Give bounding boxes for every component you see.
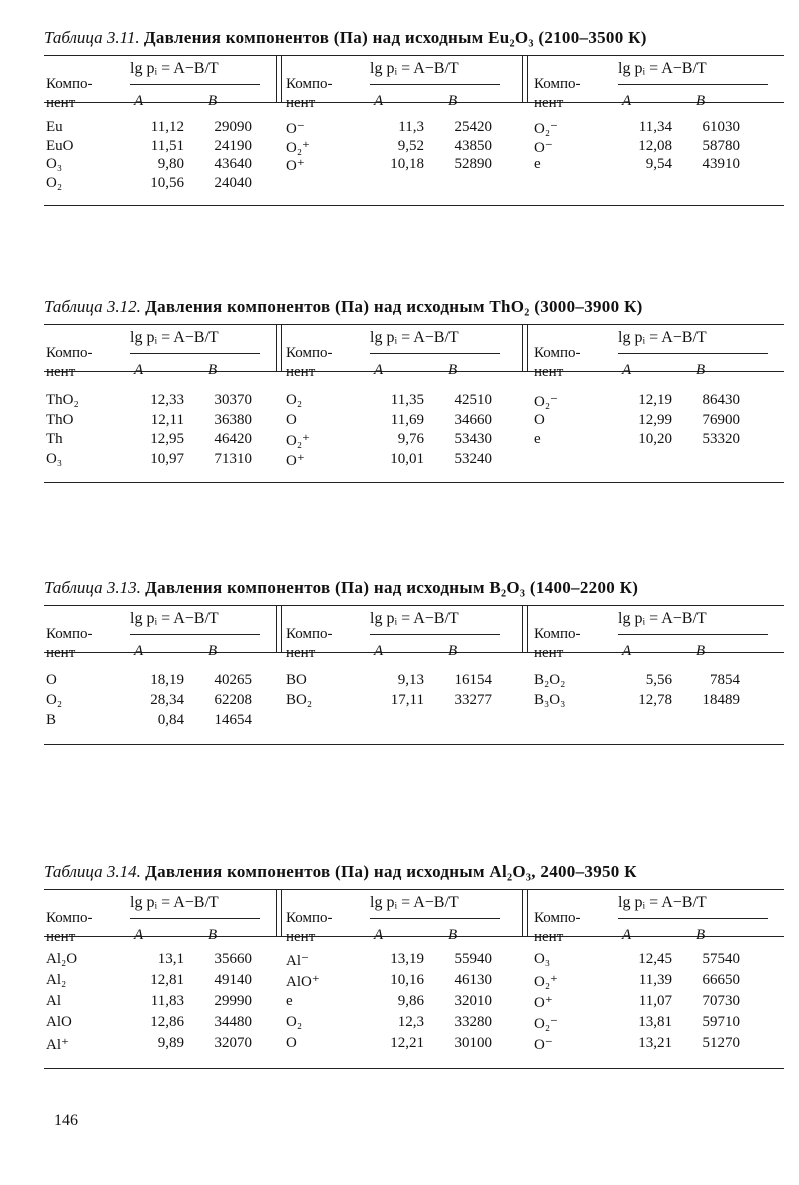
- value-b: 14654: [214, 712, 252, 728]
- component-header: [46, 75, 93, 113]
- column-separator: [522, 605, 528, 652]
- column-separator: [522, 889, 528, 936]
- component-header-line1: Компо-: [46, 626, 93, 642]
- value-a: 11,3: [398, 119, 424, 135]
- table-label: Таблица 3.11.: [44, 28, 140, 47]
- value-a: 11,51: [150, 137, 184, 154]
- column-separator: [522, 324, 528, 371]
- value-a: 9,86: [397, 993, 424, 1009]
- value-b: 24040: [214, 174, 252, 191]
- component-header-line1: Компо-: [286, 626, 333, 642]
- table-caption: [44, 297, 643, 317]
- component-name: O₃: [46, 156, 63, 172]
- header-col-a: A: [622, 362, 632, 378]
- table-title: Давления компонентов (Па) над исходным B₂O₃ (1400–2200 К): [145, 578, 639, 597]
- formula-underline: [130, 84, 260, 85]
- component-name: e: [286, 993, 293, 1009]
- value-a: 11,12: [150, 119, 184, 135]
- value-a: 12,21: [390, 1035, 424, 1051]
- formula-underline: [618, 918, 768, 919]
- header-bottom-rule: [44, 371, 784, 372]
- value-b: 30370: [214, 392, 252, 408]
- value-b: 36380: [214, 411, 252, 428]
- formula-underline: [370, 634, 500, 635]
- table-bottom-rule: [44, 205, 784, 206]
- formula-underline: [618, 353, 768, 354]
- page-number: 146: [54, 1112, 78, 1129]
- value-a: 12,78: [638, 692, 672, 708]
- component-header: [534, 909, 581, 947]
- component-name: O: [534, 411, 545, 428]
- component-name: O⁻: [534, 1037, 553, 1053]
- component-name: O₂⁺: [286, 139, 310, 156]
- table-label: Таблица 3.14.: [44, 862, 141, 881]
- component-name: Eu: [46, 119, 63, 135]
- component-header: [286, 75, 333, 113]
- data-table-3: [44, 578, 784, 808]
- value-a: 13,81: [638, 1014, 672, 1030]
- value-b: 29090: [214, 119, 252, 135]
- value-b: 62208: [214, 692, 252, 708]
- component-header-line1: Компо-: [286, 910, 333, 926]
- value-a: 12,33: [150, 392, 184, 408]
- value-b: 76900: [702, 411, 740, 428]
- header-col-b: B: [696, 643, 706, 659]
- value-a: 11,34: [638, 119, 672, 135]
- component-name: Al₂O: [46, 951, 78, 967]
- value-a: 13,1: [157, 951, 184, 967]
- value-a: 12,45: [638, 951, 672, 967]
- value-a: 9,54: [645, 156, 672, 172]
- formula-underline: [370, 84, 500, 85]
- component-name: O: [286, 411, 297, 428]
- component-header: [286, 344, 333, 382]
- value-b: 58780: [702, 137, 740, 154]
- value-b: 55940: [454, 951, 492, 967]
- header-col-b: B: [448, 93, 458, 109]
- component-name: B₃O₃: [534, 692, 566, 708]
- component-name: AlO: [46, 1014, 72, 1030]
- header-bottom-rule: [44, 936, 784, 937]
- formula-header: lg pᵢ = A−B/T: [618, 610, 707, 627]
- column-separator: [276, 324, 282, 371]
- value-a: 11,69: [390, 411, 424, 428]
- component-header: [286, 625, 333, 663]
- value-a: 10,16: [390, 972, 424, 988]
- component-header-line2: нент: [46, 364, 76, 380]
- component-name: AlO⁺: [286, 974, 320, 990]
- header-col-b: B: [208, 643, 218, 659]
- component-header-line2: нент: [286, 364, 316, 380]
- formula-underline: [370, 918, 500, 919]
- component-name: O₂⁺: [534, 974, 558, 990]
- formula-underline: [618, 84, 768, 85]
- value-a: 10,01: [390, 450, 424, 467]
- component-name: EuO: [46, 137, 74, 154]
- value-b: 40265: [214, 672, 252, 688]
- value-a: 12,95: [150, 431, 184, 447]
- table-title: Давления компонентов (Па) над исходным Eu₂O₃ (2100–3500 К): [143, 28, 647, 47]
- formula-header: lg pᵢ = A−B/T: [130, 329, 219, 346]
- component-header: [46, 344, 93, 382]
- column-separator: [522, 55, 528, 102]
- formula-header: lg pᵢ = A−B/T: [130, 610, 219, 627]
- formula-header: lg pᵢ = A−B/T: [370, 610, 459, 627]
- value-b: 53430: [454, 431, 492, 447]
- value-b: 34480: [214, 1014, 252, 1030]
- component-name: O⁻: [534, 139, 553, 156]
- component-name: O₂⁺: [286, 433, 310, 449]
- header-top-rule: [44, 889, 784, 890]
- value-b: 42510: [454, 392, 492, 408]
- component-header-line1: Компо-: [534, 910, 581, 926]
- value-a: 10,18: [390, 156, 424, 172]
- table-bottom-rule: [44, 744, 784, 745]
- data-table-1: [44, 28, 784, 258]
- value-b: 24190: [214, 137, 252, 154]
- component-name: O⁺: [534, 995, 553, 1011]
- table-caption: [44, 578, 638, 598]
- header-col-a: A: [374, 93, 384, 109]
- formula-underline: [130, 353, 260, 354]
- value-a: 11,07: [638, 993, 672, 1009]
- value-a: 12,86: [150, 1014, 184, 1030]
- component-name: e: [534, 431, 541, 447]
- value-b: 53320: [702, 431, 740, 447]
- component-name: O: [286, 1035, 297, 1051]
- formula-header: lg pᵢ = A−B/T: [370, 329, 459, 346]
- header-col-a: A: [134, 362, 144, 378]
- component-header-line2: нент: [286, 95, 316, 111]
- value-a: 12,11: [150, 411, 184, 428]
- value-b: 7854: [710, 672, 740, 688]
- component-name: Al⁻: [286, 953, 309, 969]
- component-header-line1: Компо-: [46, 76, 93, 92]
- table-title: Давления компонентов (Па) над исходным ThO₂ (3000–3900 К): [145, 297, 643, 316]
- value-a: 9,89: [157, 1035, 184, 1051]
- formula-underline: [130, 918, 260, 919]
- component-name: B₂O₂: [534, 672, 566, 688]
- value-b: 16154: [454, 672, 492, 688]
- column-separator: [276, 55, 282, 102]
- value-b: 30100: [454, 1035, 492, 1051]
- header-col-a: A: [374, 643, 384, 659]
- component-header-line2: нент: [46, 645, 76, 661]
- value-a: 9,52: [397, 137, 424, 154]
- component-name: ThO: [46, 411, 74, 428]
- column-separator: [276, 605, 282, 652]
- component-header-line1: Компо-: [534, 76, 581, 92]
- formula-underline: [618, 634, 768, 635]
- header-col-b: B: [696, 927, 706, 943]
- header-col-a: A: [622, 93, 632, 109]
- component-name: e: [534, 156, 541, 172]
- value-b: 32070: [214, 1035, 252, 1051]
- value-b: 46420: [214, 431, 252, 447]
- header-col-b: B: [208, 362, 218, 378]
- value-a: 12,19: [638, 392, 672, 408]
- header-col-a: A: [134, 93, 144, 109]
- header-top-rule: [44, 324, 784, 325]
- header-col-a: A: [374, 927, 384, 943]
- header-col-b: B: [448, 362, 458, 378]
- component-header-line2: нент: [534, 95, 564, 111]
- header-col-a: A: [622, 927, 632, 943]
- component-header-line1: Компо-: [286, 76, 333, 92]
- value-b: 34660: [454, 411, 492, 428]
- value-b: 86430: [702, 392, 740, 408]
- value-b: 18489: [702, 692, 740, 708]
- header-col-a: A: [374, 362, 384, 378]
- value-a: 9,80: [157, 156, 184, 172]
- component-name: O₂: [46, 692, 63, 708]
- component-name: Al⁺: [46, 1037, 69, 1053]
- value-b: 46130: [454, 972, 492, 988]
- header-bottom-rule: [44, 652, 784, 653]
- header-col-b: B: [696, 93, 706, 109]
- value-b: 43640: [214, 156, 252, 172]
- value-a: 18,19: [150, 672, 184, 688]
- value-b: 53240: [454, 450, 492, 467]
- table-caption: [44, 28, 647, 48]
- value-a: 0,84: [157, 712, 184, 728]
- value-a: 12,3: [397, 1014, 424, 1030]
- component-header: [286, 909, 333, 947]
- value-b: 71310: [214, 450, 252, 467]
- component-name: Al: [46, 993, 61, 1009]
- value-b: 33280: [454, 1014, 492, 1030]
- component-name: BO: [286, 672, 307, 688]
- component-name: Al₂: [46, 972, 67, 988]
- column-separator: [276, 889, 282, 936]
- value-b: 33277: [454, 692, 492, 708]
- component-name: O₂⁻: [534, 121, 558, 137]
- value-b: 51270: [702, 1035, 740, 1051]
- value-a: 11,83: [150, 993, 184, 1009]
- value-a: 13,19: [390, 951, 424, 967]
- value-a: 12,99: [638, 411, 672, 428]
- component-header-line2: нент: [46, 929, 76, 945]
- header-top-rule: [44, 55, 784, 56]
- value-b: 35660: [214, 951, 252, 967]
- data-table-2: [44, 297, 784, 527]
- value-b: 43910: [702, 156, 740, 172]
- header-col-b: B: [448, 643, 458, 659]
- component-header: [534, 75, 581, 113]
- component-header-line2: нент: [534, 645, 564, 661]
- component-header-line2: нент: [534, 929, 564, 945]
- component-header-line1: Компо-: [534, 345, 581, 361]
- component-header: [46, 625, 93, 663]
- component-header-line2: нент: [286, 645, 316, 661]
- table-bottom-rule: [44, 482, 784, 483]
- value-b: 61030: [702, 119, 740, 135]
- component-header-line1: Компо-: [534, 626, 581, 642]
- component-header: [46, 909, 93, 947]
- component-name: O⁺: [286, 158, 305, 174]
- formula-header: lg pᵢ = A−B/T: [370, 60, 459, 77]
- component-header-line2: нент: [534, 364, 564, 380]
- header-col-b: B: [448, 927, 458, 943]
- component-name: O₂: [286, 392, 303, 408]
- header-col-a: A: [622, 643, 632, 659]
- component-header: [534, 344, 581, 382]
- component-name: BO₂: [286, 692, 313, 708]
- component-name: O: [46, 672, 57, 688]
- component-name: O₃: [46, 450, 63, 467]
- value-b: 25420: [454, 119, 492, 135]
- value-a: 11,39: [638, 972, 672, 988]
- component-name: O⁺: [286, 452, 305, 469]
- value-b: 66650: [702, 972, 740, 988]
- formula-header: lg pᵢ = A−B/T: [618, 60, 707, 77]
- component-header-line1: Компо-: [46, 345, 93, 361]
- table-title: Давления компонентов (Па) над исходным Al₂O₃, 2400–3950 К: [145, 862, 637, 881]
- header-col-b: B: [208, 927, 218, 943]
- value-b: 57540: [702, 951, 740, 967]
- value-b: 59710: [702, 1014, 740, 1030]
- component-name: O₂⁻: [534, 1016, 558, 1032]
- component-header-line2: нент: [286, 929, 316, 945]
- formula-header: lg pᵢ = A−B/T: [618, 329, 707, 346]
- component-header-line1: Компо-: [46, 910, 93, 926]
- table-label: Таблица 3.13.: [44, 578, 141, 597]
- formula-underline: [370, 353, 500, 354]
- value-a: 10,20: [638, 431, 672, 447]
- component-name: Th: [46, 431, 63, 447]
- component-header: [534, 625, 581, 663]
- value-a: 12,81: [150, 972, 184, 988]
- header-top-rule: [44, 605, 784, 606]
- value-a: 10,97: [150, 450, 184, 467]
- component-name: O⁻: [286, 121, 305, 137]
- header-col-b: B: [696, 362, 706, 378]
- value-a: 17,11: [390, 692, 424, 708]
- table-bottom-rule: [44, 1068, 784, 1069]
- formula-header: lg pᵢ = A−B/T: [130, 894, 219, 911]
- component-name: O₂: [286, 1014, 303, 1030]
- value-a: 5,56: [645, 672, 672, 688]
- value-a: 11,35: [390, 392, 424, 408]
- component-name: O₂⁻: [534, 394, 558, 410]
- table-label: Таблица 3.12.: [44, 297, 141, 316]
- value-a: 12,08: [638, 137, 672, 154]
- formula-header: lg pᵢ = A−B/T: [370, 894, 459, 911]
- value-b: 32010: [454, 993, 492, 1009]
- component-name: O₃: [534, 951, 551, 967]
- table-caption: [44, 862, 637, 882]
- value-a: 28,34: [150, 692, 184, 708]
- data-table-4: [44, 862, 784, 1092]
- component-name: ThO₂: [46, 392, 79, 408]
- value-a: 10,56: [150, 174, 184, 191]
- formula-header: lg pᵢ = A−B/T: [618, 894, 707, 911]
- header-col-b: B: [208, 93, 218, 109]
- value-b: 43850: [454, 137, 492, 154]
- header-col-a: A: [134, 643, 144, 659]
- value-b: 52890: [454, 156, 492, 172]
- header-col-a: A: [134, 927, 144, 943]
- value-a: 9,13: [397, 672, 424, 688]
- value-b: 70730: [702, 993, 740, 1009]
- formula-header: lg pᵢ = A−B/T: [130, 60, 219, 77]
- component-name: B: [46, 712, 57, 728]
- value-b: 29990: [214, 993, 252, 1009]
- component-header-line1: Компо-: [286, 345, 333, 361]
- formula-underline: [130, 634, 260, 635]
- value-a: 9,76: [397, 431, 424, 447]
- component-header-line2: нент: [46, 95, 76, 111]
- header-bottom-rule: [44, 102, 784, 103]
- component-name: O₂: [46, 174, 63, 191]
- value-b: 49140: [214, 972, 252, 988]
- value-a: 13,21: [638, 1035, 672, 1051]
